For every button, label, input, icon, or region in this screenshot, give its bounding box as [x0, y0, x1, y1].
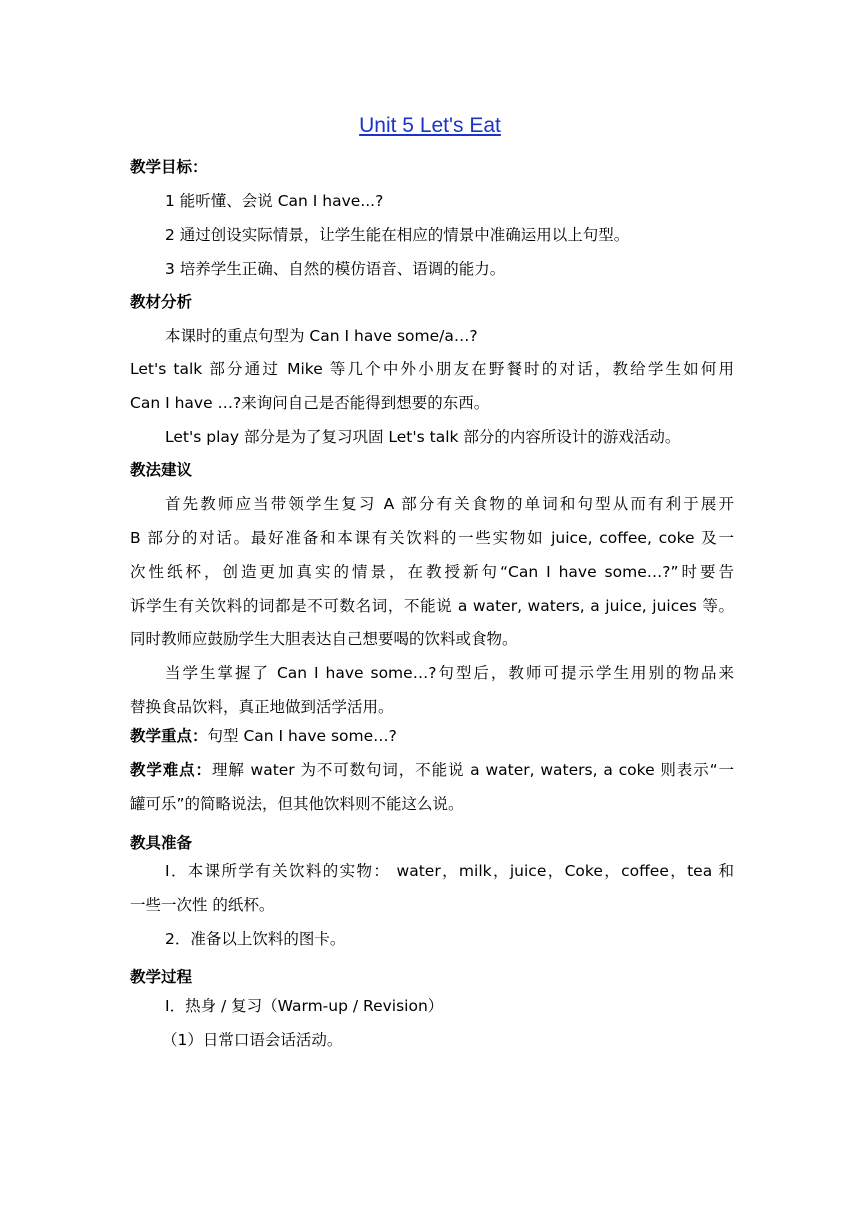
suggestions-line-5: 同时教师应鼓励学生大胆表达自己想要喝的饮料或食物。: [130, 630, 518, 648]
suggestions-line-4: 诉学生有关饮料的词都是不可数名词，不能说 a water, waters, a juice, juices 等。: [130, 597, 734, 615]
analysis-line-3: Can I have …?来询问自己是否能得到想要的东西。: [130, 394, 490, 412]
objectives-heading: 教学目标：: [130, 158, 208, 176]
analysis-heading: 教材分析: [130, 293, 193, 311]
key-point-text: 句型 Can I have some…?: [207, 727, 397, 745]
page-title[interactable]: Unit 5 Let's Eat: [359, 114, 501, 137]
objective-item-3: 3 培养学生正确、自然的模仿语音、语调的能力。: [165, 260, 506, 278]
suggestions-line-6: 当学生掌握了 Can I have some…?句型后，教师可提示学生用别的物品来: [165, 664, 734, 682]
objective-item-1: 1 能听懂、会说 Can I have...?: [165, 192, 384, 210]
materials-heading: 教具准备: [130, 834, 193, 852]
difficulty-label: 教学难点：: [130, 761, 212, 779]
difficulty-line-1: [130, 759, 734, 781]
suggestions-line-7: 替换食品饮料，真正地做到活学活用。: [130, 698, 394, 716]
process-line-1: I．热身 / 复习（Warm-up / Revision）: [165, 997, 444, 1015]
materials-line-3: 2．准备以上饮料的图卡。: [165, 930, 346, 948]
process-heading: 教学过程: [130, 968, 193, 986]
key-point-label: 教学重点：: [130, 727, 208, 745]
process-line-2: （1）日常口语会话活动。: [162, 1031, 343, 1049]
materials-line-2: 一些一次性 的纸杯。: [130, 896, 275, 914]
objective-item-2: 2 通过创设实际情景，让学生能在相应的情景中准确运用以上句型。: [165, 226, 630, 244]
difficulty-text-1: 理解 water 为不可数句词，不能说 a water, waters, a coke 则表示“一: [211, 761, 734, 779]
analysis-line-2: Let's talk 部分通过 Mike 等几个中外小朋友在野餐时的对话，教给学生如何用: [130, 360, 734, 378]
difficulty-line-2: 罐可乐”的简略说法，但其他饮料则不能这么说。: [130, 795, 464, 813]
suggestions-line-2: B 部分的对话。最好准备和本课有关饮料的一些实物如 juice, coffee, coke 及一: [130, 529, 734, 547]
suggestions-heading: 教法建议: [130, 461, 193, 479]
suggestions-line-3: 次性纸杯，创造更加真实的情景，在教授新句“Can I have some…?”时要告: [130, 563, 734, 581]
materials-line-1: I．本课所学有关饮料的实物： water，milk，juice，Coke，coffee，tea 和: [165, 862, 734, 880]
key-point-line: [130, 725, 734, 747]
analysis-line-4: Let's play 部分是为了复习巩固 Let's talk 部分的内容所设计的游戏活动。: [165, 428, 681, 446]
suggestions-line-1: 首先教师应当带领学生复习 A 部分有关食物的单词和句型从而有利于展开: [165, 495, 734, 513]
analysis-line-1: 本课时的重点句型为 Can I have some/a…?: [165, 327, 478, 345]
